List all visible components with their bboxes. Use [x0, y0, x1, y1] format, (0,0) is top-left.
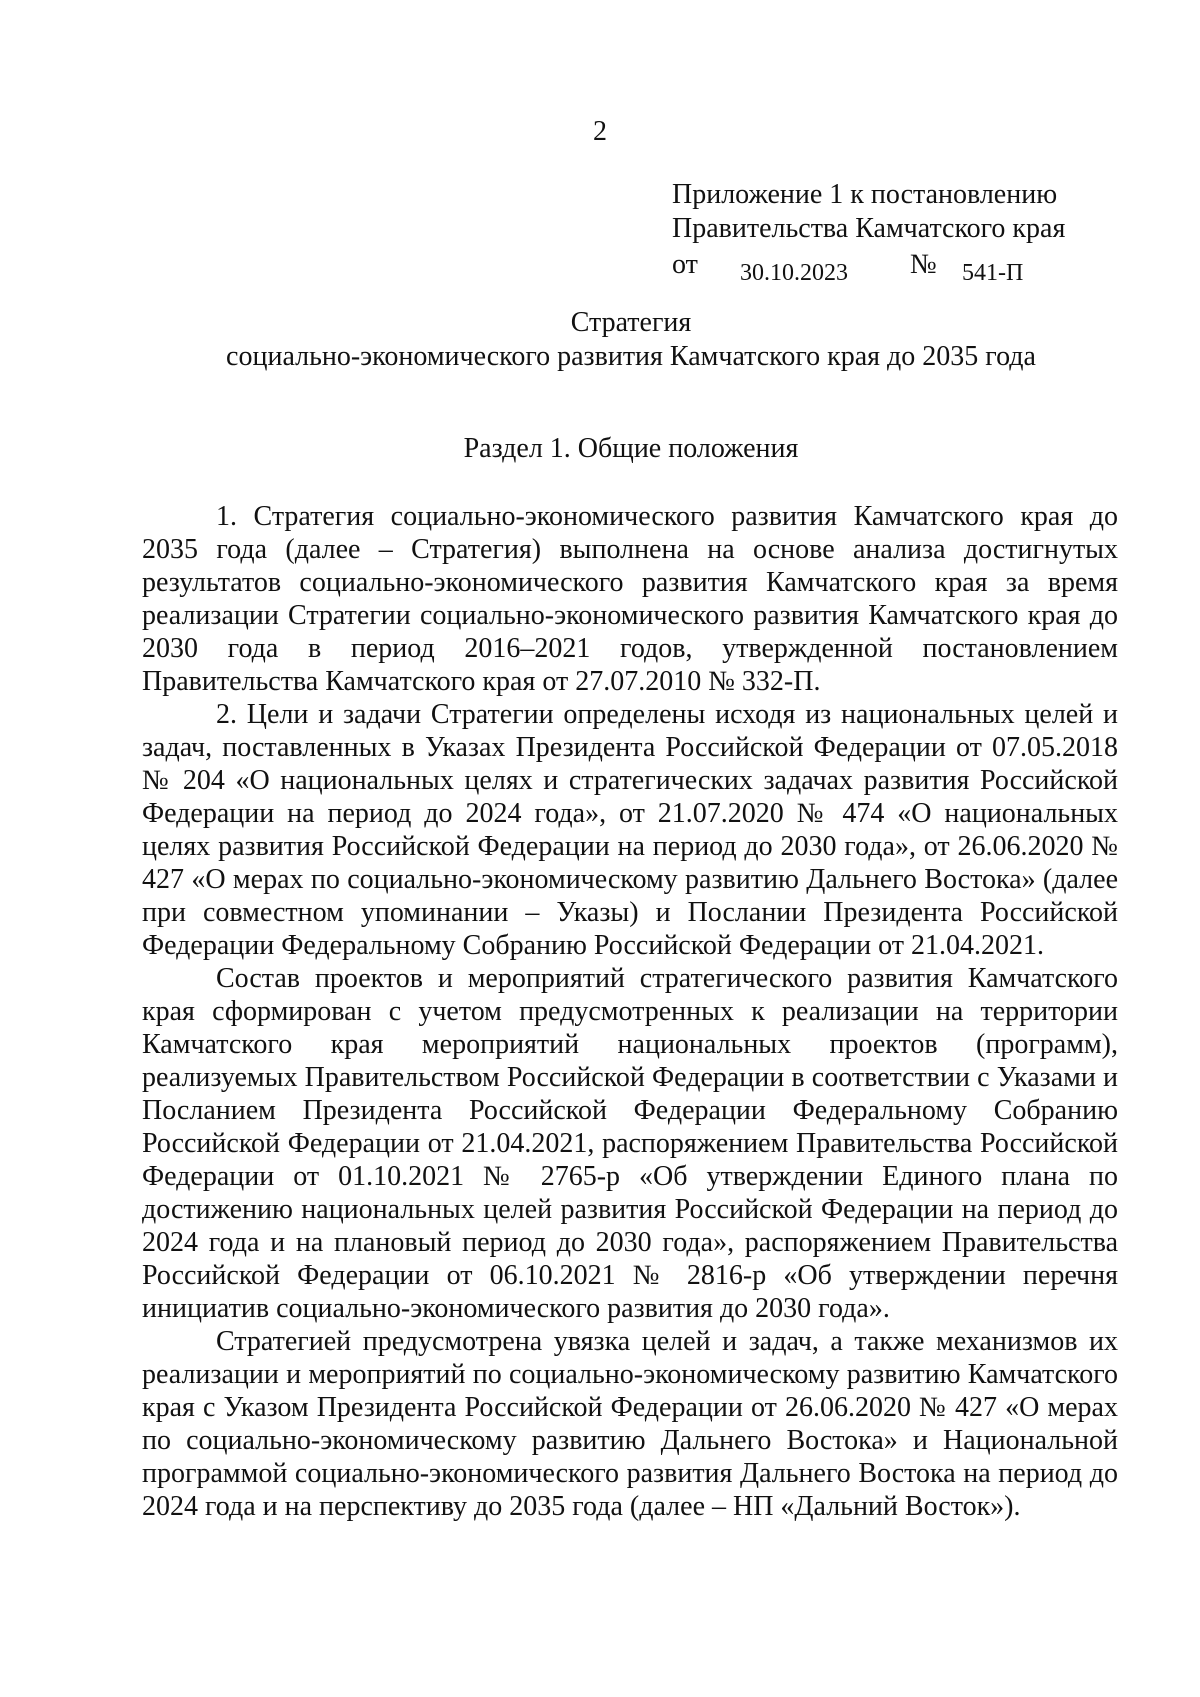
appendix-ot-label: от	[672, 249, 698, 280]
appendix-number: 541-П	[962, 260, 1024, 286]
paragraph-4: Стратегией предусмотрена увязка целей и задач, а также механизмов их реализации и мероприятий по социально-экономическому развитию Камчатского края с Указом Президента Российской Федерации от 26.06.2020 № 427 «О мерах по социально-экономическому развитию Дальнего Востока» и Национальной программой социально-экономического развития Дальнего Востока на период до 2024 года и на перспективу до 2035 года (далее – НП «Дальний Восток»).	[142, 1326, 1118, 1522]
appendix-header	[672, 178, 1142, 288]
title-line-1: Стратегия	[570, 307, 692, 338]
appendix-date: 30.10.2023	[740, 260, 848, 286]
body-text	[142, 500, 1118, 1523]
title-line-2: социально-экономического развития Камчатского края до 2035 года	[226, 341, 1036, 372]
paragraph-3: Состав проектов и мероприятий стратегического развития Камчатского края сформирован с учетом предусмотренных к реализации на территории Камчатского края мероприятий национальных проектов (программ), реализуемых Правительством Российской Федерации в соответствии с Указами и Посланием Президента Российской Федерации Федеральному Собранию Российской Федерации от 21.04.2021, распоряжением Правительства Российской Федерации от 01.10.2021 № 2765-р «Об утверждении Единого плана по достижению национальных целей развития Российской Федерации на период до 2024 года и на плановый период до 2030 года», распоряжением Правительства Российской Федерации от 06.10.2021 № 2816-р «Об утверждении перечня инициатив социально-экономического развития до 2030 года».	[142, 963, 1118, 1324]
document-title	[0, 306, 1200, 374]
paragraph-2: 2. Цели и задачи Стратегии определены исходя из национальных целей и задач, поставленных в Указах Президента Российской Федерации от 07.05.2018 № 204 «О национальных целях и стратегических задачах развития Российской Федерации на период до 2024 года», от 21.07.2020 № 474 «О национальных целях развития Российской Федерации на период до 2030 года», от 26.06.2020 № 427 «О мерах по социально-экономическому развитию Дальнего Востока» (далее при совместном упоминании – Указы) и Послании Президента Российской Федерации Федеральному Собранию Российской Федерации от 21.04.2021.	[142, 699, 1118, 961]
appendix-line-2: Правительства Камчатского края	[672, 213, 1066, 244]
section-heading: Раздел 1. Общие положения	[463, 433, 799, 464]
appendix-line-1: Приложение 1 к постановлению	[672, 179, 1058, 210]
paragraph-1: 1. Стратегия социально-экономического развития Камчатского края до 2035 года (далее – Стратегия) выполнена на основе анализа достигнутых результатов социально-экономического развития Камчатского края за время реализации Стратегии социально-экономического развития Камчатского края до 2030 года в период 2016–2021 годов, утвержденной постановлением Правительства Камчатского края от 27.07.2010 № 332-П.	[142, 501, 1118, 697]
page-number: 2	[593, 116, 607, 147]
appendix-number-sign: №	[910, 249, 937, 280]
appendix-date-line	[672, 248, 1142, 288]
